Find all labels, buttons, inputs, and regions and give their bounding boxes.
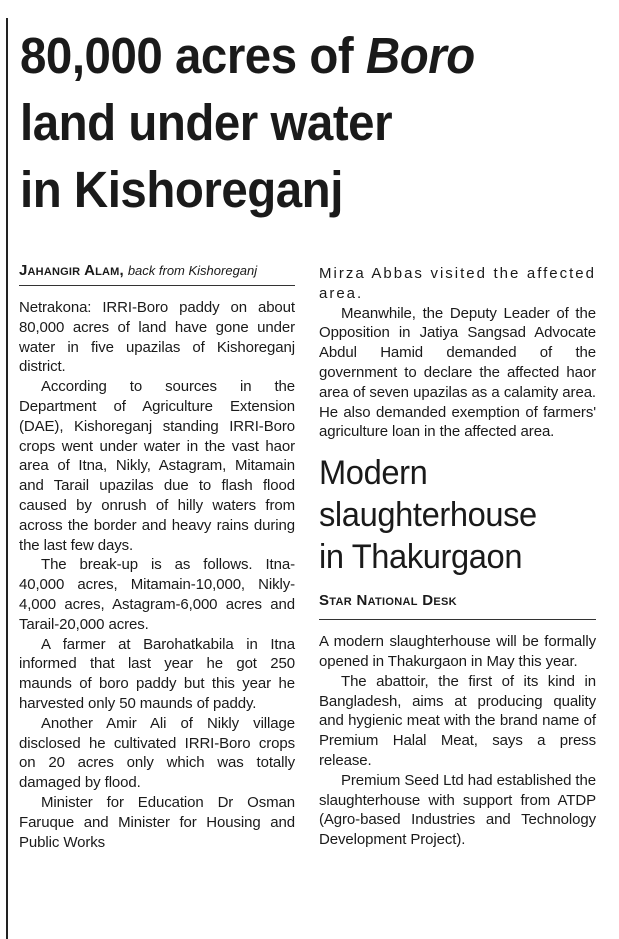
left-column bbox=[19, 262, 295, 852]
right-column bbox=[319, 264, 596, 850]
second-headline: Modern slaughterhouse in Thakurgaon bbox=[319, 454, 537, 577]
article-paragraph: Mirza Abbas visited the affected area. bbox=[319, 265, 596, 302]
article-paragraph: The abattoir, the first of its kind in Bangladesh, aims at producing quality and hygienic meat with the brand name of Premium Halal Meat, says a press release. bbox=[319, 672, 596, 769]
second-article-body bbox=[319, 632, 596, 850]
byline-author: Jahangir Alam, bbox=[19, 262, 124, 279]
article-paragraph: According to sources in the Department of Agriculture Extension (DAE), Kishoreganj standing IRRI-Boro crops went under water in the vast haor area of Itna, Nikly, Astagram, Mitamain and Tarail upazilas due to flash flood caused by onrush of hilly waters from across the border and heavy rains during the last few days. bbox=[19, 378, 295, 554]
article-paragraph: Netrakona: IRRI-Boro paddy on about 80,000 acres of land have gone under water in five upazilas of Kishoreganj district. bbox=[19, 299, 295, 376]
column-rule bbox=[6, 18, 8, 939]
headline-line-2: land under water bbox=[20, 94, 393, 151]
headline-italic-word: Boro bbox=[365, 27, 475, 84]
article-continuation bbox=[319, 264, 596, 442]
article-paragraph: The break-up is as follows. Itna-40,000 acres, Mitamain-10,000, Nikly-4,000 acres, Astagram-6,000 acres and Tarail-20,000 acres. bbox=[19, 556, 295, 633]
headline-line-1: 80,000 acres of Boro bbox=[20, 27, 475, 84]
article-body bbox=[19, 298, 295, 852]
byline-location: back from Kishoreganj bbox=[127, 263, 258, 278]
article-paragraph: Premium Seed Ltd had established the slaughterhouse with support from ATDP (Agro-based Industries and Technology Development Project). bbox=[319, 771, 596, 849]
byline bbox=[19, 262, 295, 286]
article-paragraph: Meanwhile, the Deputy Leader of the Opposition in Jatiya Sangsad Advocate Abdul Hamid demanded of the government to declare the affected haor area of seven upazilas as a calamity area. He also demanded exemption of farmers' agriculture loan in the affected area. bbox=[319, 304, 596, 441]
main-headline bbox=[20, 22, 569, 223]
article-paragraph: Minister for Education Dr Osman Faruque and Minister for Housing and Public Works bbox=[19, 793, 295, 851]
desk-credit: Star National Desk bbox=[319, 592, 596, 620]
headline-line-3: in Kishoreganj bbox=[20, 161, 343, 218]
article-paragraph: Another Amir Ali of Nikly village disclosed he cultivated IRRI-Boro crops on 20 acres only which was totally damaged by flood. bbox=[19, 714, 295, 792]
article-paragraph: A modern slaughterhouse will be formally opened in Thakurgaon in May this year. bbox=[319, 633, 596, 670]
article-paragraph: A farmer at Barohatkabila in Itna informed that last year he got 250 maunds of boro paddy but this year he harvested only 50 maunds of paddy. bbox=[19, 635, 295, 712]
